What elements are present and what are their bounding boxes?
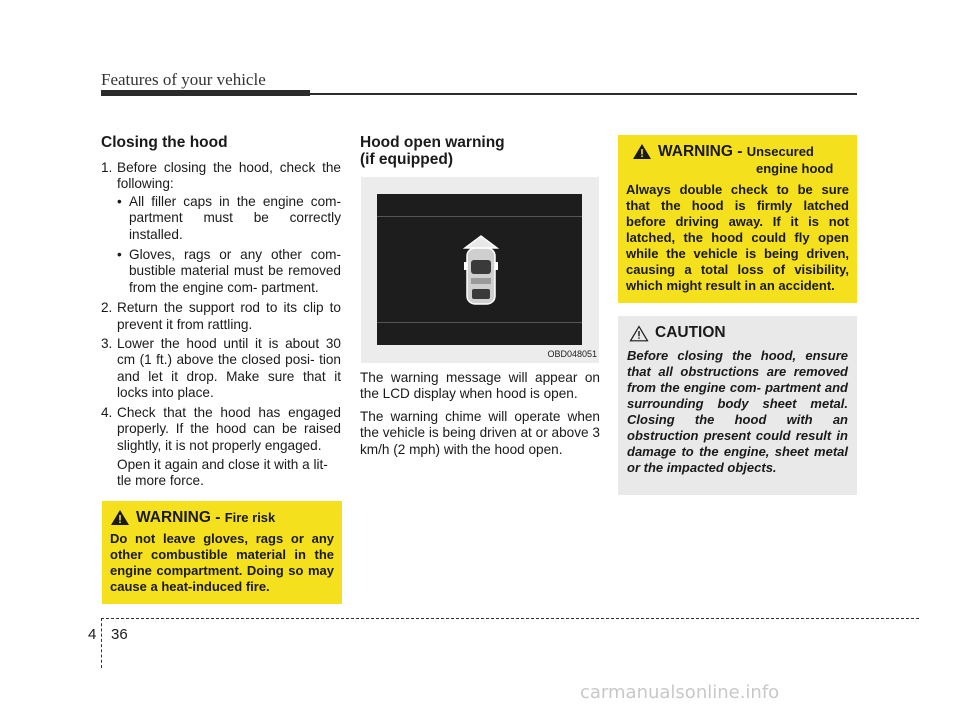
fire-warning-title: WARNING - Fire risk: [110, 509, 334, 526]
fire-warning-body: Do not leave gloves, rags or any other combustible material in the engine compartment. Doing so may cause a heat-induced fire.: [110, 531, 334, 594]
hood-open-warning-section: [360, 134, 600, 176]
header-rule-thin: [310, 93, 857, 95]
chapter-number: 4: [88, 626, 97, 643]
bullet-filler-caps: • All filler caps in the engine com- partment must be correctly installed.: [117, 193, 341, 242]
bullet-gloves-rags: • Gloves, rags or any other com- bustible material must be removed from the engine com- partment.: [117, 247, 341, 295]
figure-code: OBD048051: [547, 349, 597, 359]
warning-triangle-icon: [632, 143, 652, 160]
hood-warning-para-1: The warning message will appear on the LCD display when hood is open.: [360, 370, 600, 402]
caution-body: Before closing the hood, ensure that all obstructions are removed from the engine com- partment and surrounding body sheet metal. Closing the hood with an obstruction present could result in damage to the engine, sheet metal or the impacted objects.: [627, 348, 848, 475]
step-4-note: Open it again and close it with a lit- tle more force.: [117, 456, 328, 489]
warning-triangle-icon: [110, 509, 130, 526]
unsecured-warning-body: Always double check to be sure that the hood is firmly latched before driving away. If it is not latched, the hood could fly open while the vehicle is being driven, causing a total loss of visibility, which might result in an accident.: [626, 182, 849, 293]
footer-dashed-divider: [101, 618, 102, 668]
page-header-title: Features of your vehicle: [101, 70, 266, 89]
closing-hood-section: [101, 134, 341, 490]
unsecured-warning-title: WARNING - Unsecured engine hood: [632, 143, 849, 177]
watermark: carmanualsonline.info: [580, 682, 780, 703]
page-number: 36: [111, 626, 128, 643]
lcd-display-figure: [361, 177, 599, 363]
fire-risk-warning-box: [102, 501, 342, 604]
footer-dashed-rule: [101, 618, 919, 619]
step-1: 1. Before closing the hood, check the following:: [101, 160, 341, 192]
lcd-screen: [377, 194, 582, 345]
closing-hood-heading: Closing the hood: [101, 134, 228, 151]
caution-box: [618, 316, 857, 495]
step-3: 3. Lower the hood until it is about 30 cm (1 ft.) above the closed posi- tion and let it drop. Make sure that it locks into place.: [101, 336, 341, 401]
step-4: 4. Check that the hood has engaged properly. If the hood can be raised slightly, it is not properly engaged.: [101, 404, 341, 453]
header-rule-thick: [101, 90, 310, 96]
hood-open-warning-heading: Hood open warning (if equipped): [360, 134, 505, 168]
hood-warning-description: [360, 370, 600, 464]
unsecured-hood-warning-box: [618, 135, 857, 303]
hood-warning-para-2: The warning chime will operate when the vehicle is being driven at or above 3 km/h (2 mph) with the hood open.: [360, 408, 600, 457]
caution-triangle-icon: [629, 325, 649, 342]
car-hood-open-icon: [461, 234, 501, 308]
caution-title: CAUTION: [627, 324, 848, 342]
step-2: 2. Return the support rod to its clip to prevent it from rattling.: [101, 300, 341, 332]
